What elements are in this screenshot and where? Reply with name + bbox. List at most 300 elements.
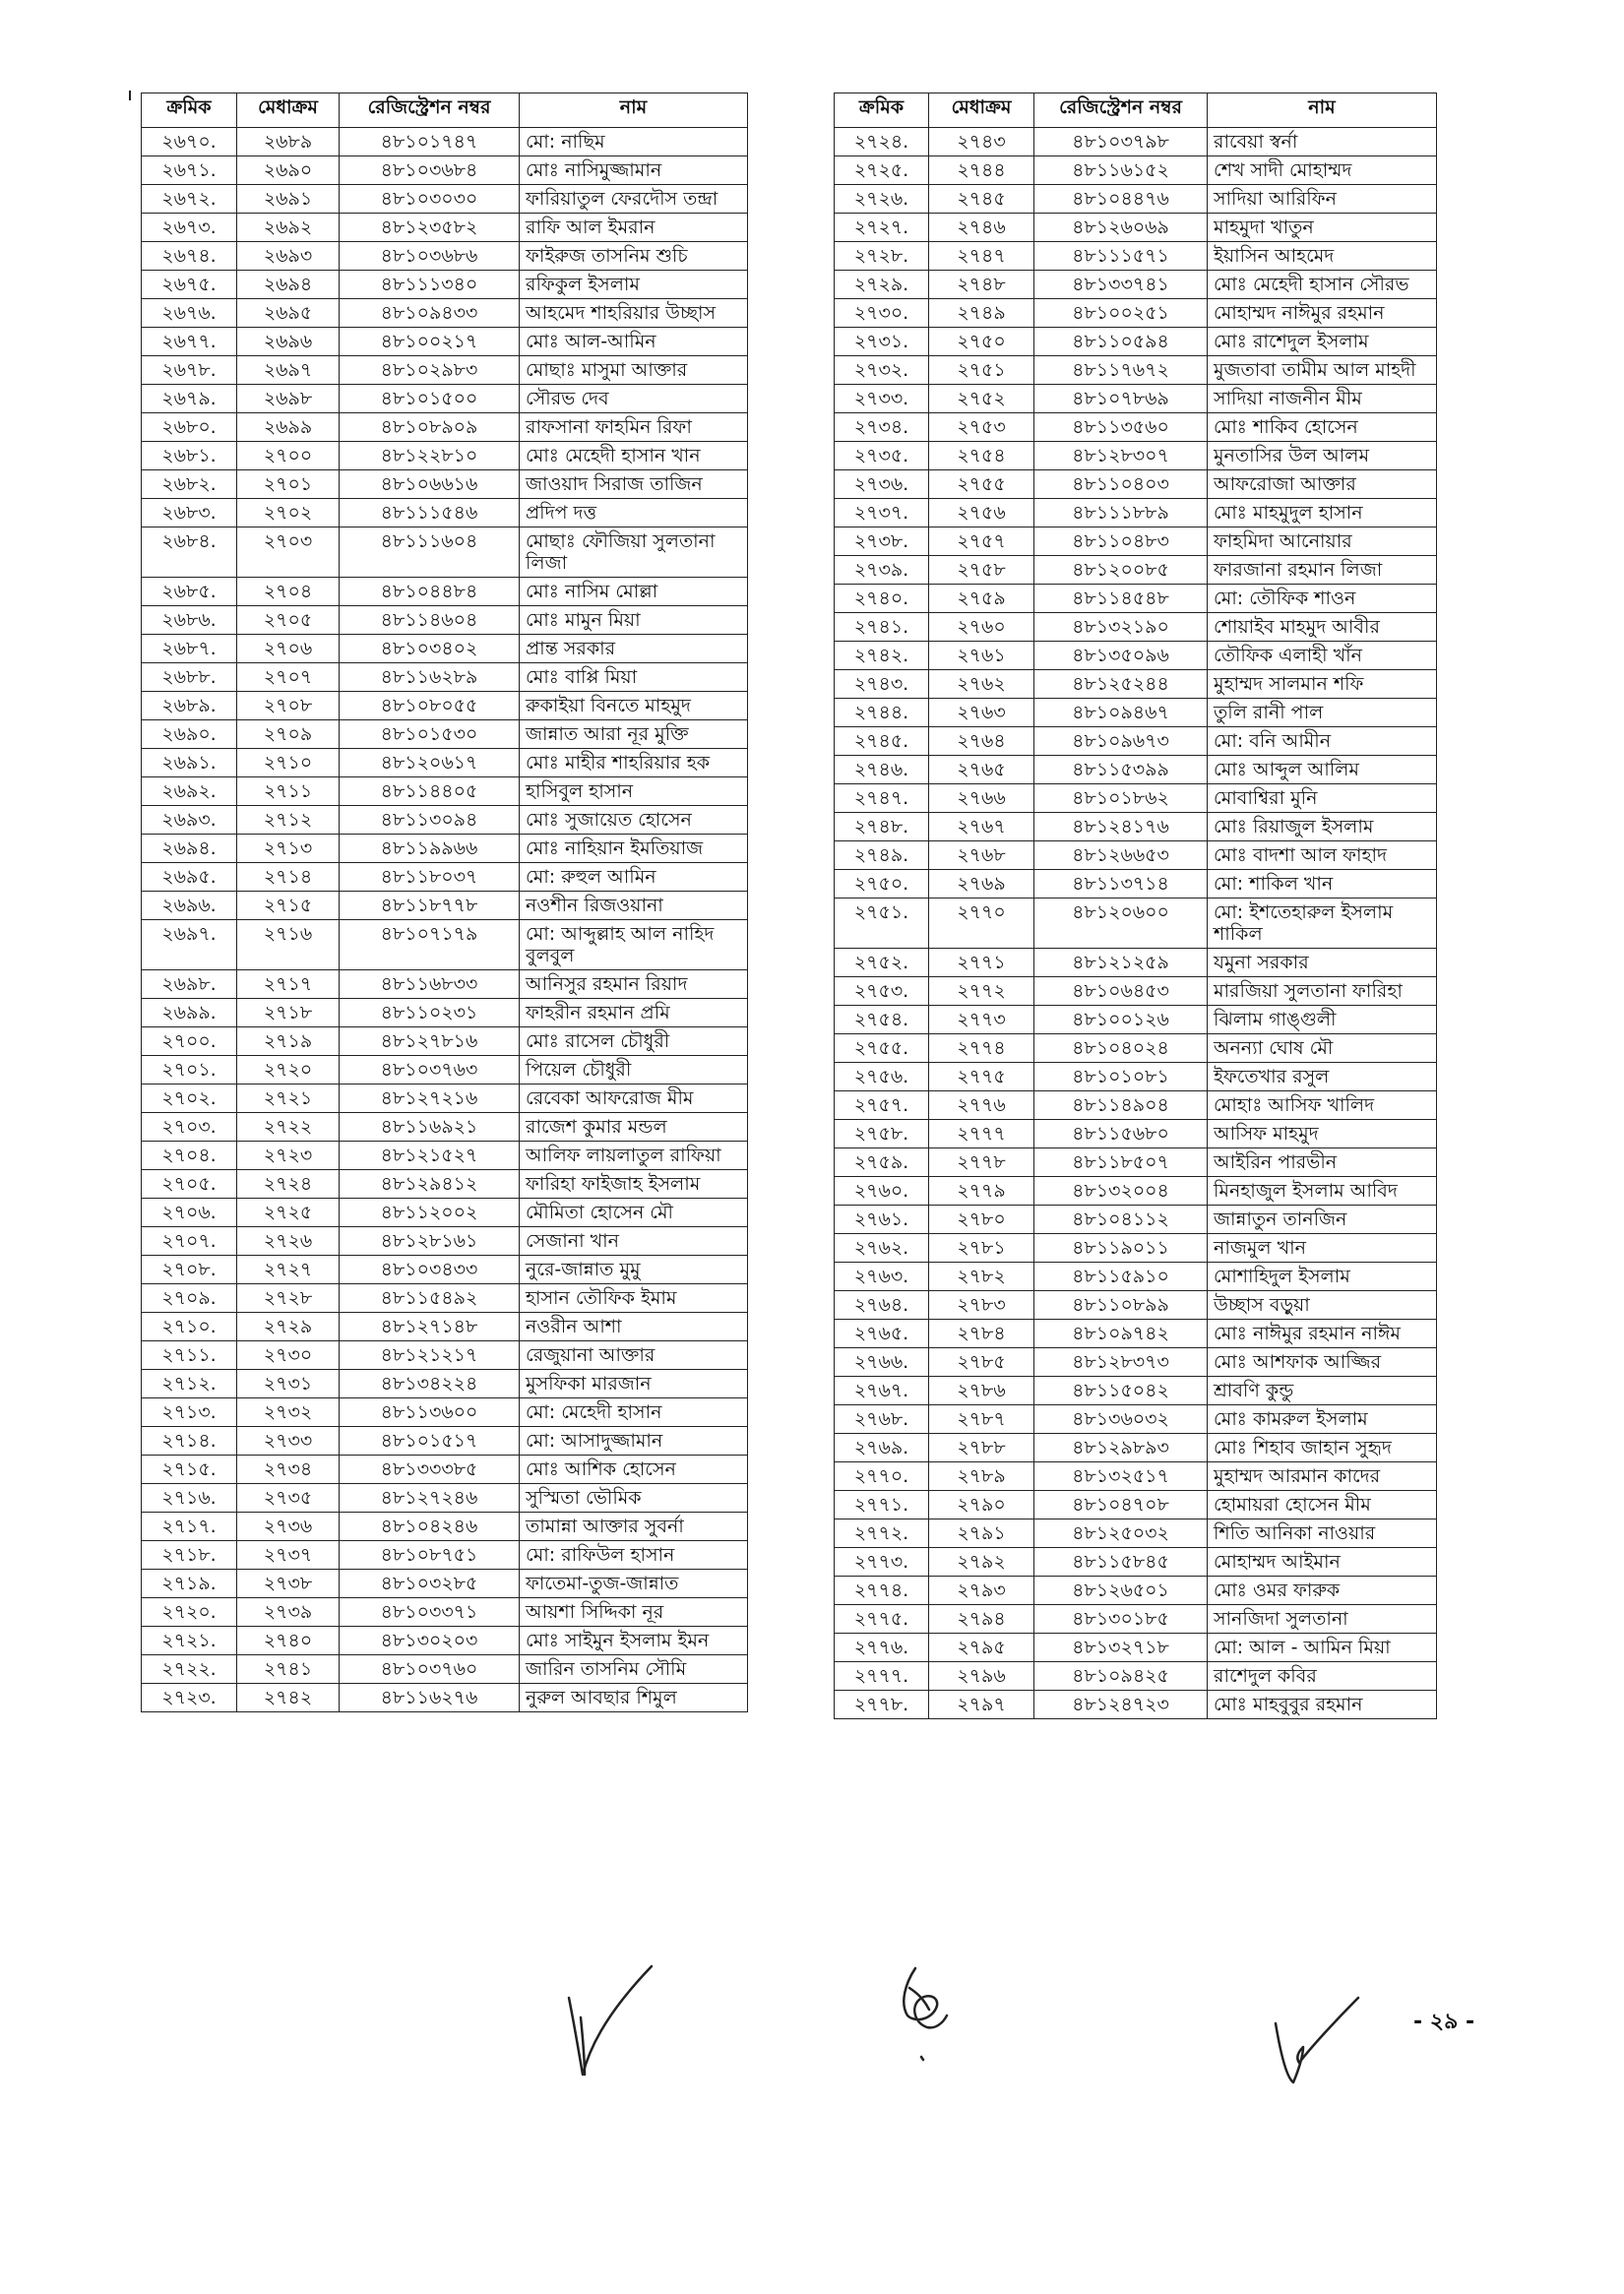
registration-number-cell: ৪৮১১৬৮৩৩ (340, 970, 520, 999)
registration-number-cell: ৪৮১১৮৫০৭ (1034, 1148, 1208, 1177)
name-cell: হোমায়রা হোসেন মীম (1208, 1491, 1437, 1519)
merit-rank-cell: ২৭১৯ (237, 1027, 340, 1056)
serial-cell: ২৭২৮. (835, 242, 929, 271)
name-cell: নুরুল আবছার শিমুল (520, 1684, 748, 1712)
serial-cell: ২৬৮২. (142, 470, 237, 499)
name-cell: মোঃ নাসিম মোল্লা (520, 578, 748, 606)
serial-cell: ২৭৫১. (835, 899, 929, 949)
merit-rank-cell: ২৭৯৬ (929, 1662, 1034, 1691)
registration-number-cell: ৪৮১১০৪০৩ (1034, 470, 1208, 499)
serial-cell: ২৭২৬. (835, 185, 929, 214)
table-row (835, 1605, 1437, 1634)
page-number: - ২৯ - (1413, 2010, 1475, 2034)
serial-cell: ২৭৬৮. (835, 1405, 929, 1434)
serial-cell: ২৭৭০. (835, 1462, 929, 1491)
serial-cell: ২৬৮৬. (142, 606, 237, 635)
serial-cell: ২৭৩০. (835, 299, 929, 328)
serial-cell: ২৭৪৩. (835, 670, 929, 699)
merit-rank-cell: ২৭৩০ (237, 1341, 340, 1370)
name-cell: শ্রাবণি কুন্ডু (1208, 1377, 1437, 1405)
registration-number-cell: ৪৮১১০৮৯৯ (1034, 1291, 1208, 1320)
serial-cell: ২৭৩৫. (835, 442, 929, 470)
registration-number-cell: ৪৮১১২০০২ (340, 1199, 520, 1227)
serial-cell: ২৬৮৮. (142, 663, 237, 692)
table-row (835, 1491, 1437, 1519)
name-cell: মুজতাবা তামীম আল মাহদী (1208, 356, 1437, 385)
table-row (835, 1234, 1437, 1263)
name-cell: ফারজানা রহমান লিজা (1208, 556, 1437, 585)
serial-cell: ২৭৪৮. (835, 813, 929, 841)
merit-rank-cell: ২৭৮৫ (929, 1348, 1034, 1377)
registration-number-cell: ৪৮১২৬০৬৯ (1034, 214, 1208, 242)
name-cell: মোহাম্মদ আইমান (1208, 1548, 1437, 1577)
registration-number-cell: ৪৮১২০০৮৫ (1034, 556, 1208, 585)
serial-cell: ২৬৮৯. (142, 692, 237, 720)
name-cell: রাজেশ কুমার মন্ডল (520, 1113, 748, 1142)
name-cell: মিনহাজুল ইসলাম আবিদ (1208, 1177, 1437, 1206)
table-body-right (835, 128, 1437, 1719)
serial-cell: ২৭৩৬. (835, 470, 929, 499)
registration-number-cell: ৪৮১১৫৯১০ (1034, 1263, 1208, 1291)
merit-rank-cell: ২৭৬৯ (929, 870, 1034, 899)
merit-rank-cell: ২৭৬৭ (929, 813, 1034, 841)
serial-cell: ২৬৯৫. (142, 863, 237, 892)
registration-number-cell: ৪৮১০৯৭৪২ (1034, 1320, 1208, 1348)
registration-number-cell: ৪৮১২৬৫০১ (1034, 1577, 1208, 1605)
name-cell: মোঃ বাপ্পি মিয়া (520, 663, 748, 692)
serial-cell: ২৬৯৪. (142, 835, 237, 863)
name-cell: প্রান্ত সরকার (520, 635, 748, 663)
merit-rank-cell: ২৭৯৪ (929, 1605, 1034, 1634)
table-row (835, 1291, 1437, 1320)
table-row (142, 1199, 748, 1227)
serial-cell: ২৭৫২. (835, 949, 929, 977)
serial-cell: ২৭৬২. (835, 1234, 929, 1263)
merit-rank-cell: ২৭০৪ (237, 578, 340, 606)
merit-rank-cell: ২৭৭০ (929, 899, 1034, 949)
merit-rank-cell: ২৭৯০ (929, 1491, 1034, 1519)
registration-number-cell: ৪৮১১৫০৪২ (1034, 1377, 1208, 1405)
name-cell: সুস্মিতা ভৌমিক (520, 1484, 748, 1513)
name-cell: মোঃ মামুন মিয়া (520, 606, 748, 635)
header-merit: মেধাক্রম (929, 93, 1034, 128)
merit-rank-cell: ২৭৪৯ (929, 299, 1034, 328)
table-row (835, 870, 1437, 899)
name-cell: মোঃ মাহবুবুর রহমান (1208, 1691, 1437, 1719)
registration-number-cell: ৪৮১০৭৮৬৯ (1034, 385, 1208, 413)
serial-cell: ২৬৮৫. (142, 578, 237, 606)
serial-cell: ২৬৯৬. (142, 892, 237, 920)
merit-rank-cell: ২৬৯৭ (237, 356, 340, 385)
merit-rank-cell: ২৭১০ (237, 749, 340, 777)
table-row (835, 1634, 1437, 1662)
merit-rank-cell: ২৭৪৬ (929, 214, 1034, 242)
name-cell: নওশীন রিজওয়ানা (520, 892, 748, 920)
serial-cell: ২৭৫০. (835, 870, 929, 899)
registration-number-cell: ৪৮১১৫৬৮০ (1034, 1120, 1208, 1148)
table-row (835, 442, 1437, 470)
table-row (835, 156, 1437, 185)
name-cell: মো: শাকিল খান (1208, 870, 1437, 899)
merit-rank-cell: ২৭২১ (237, 1085, 340, 1113)
serial-cell: ২৬৯০. (142, 720, 237, 749)
table-row (835, 470, 1437, 499)
registration-number-cell: ৪৮১০৩৭৬৩ (340, 1056, 520, 1085)
serial-cell: ২৭১০. (142, 1313, 237, 1341)
serial-cell: ২৭৩৩. (835, 385, 929, 413)
registration-number-cell: ৪৮১৩৩৩৮৫ (340, 1456, 520, 1484)
name-cell: মুহাম্মদ আরমান কাদের (1208, 1462, 1437, 1491)
merit-rank-cell: ২৬৯৮ (237, 385, 340, 413)
serial-cell: ২৭৪৬. (835, 756, 929, 784)
registration-number-cell: ৪৮১০৪০২৪ (1034, 1034, 1208, 1063)
name-cell: ফাইরুজ তাসনিম শুচি (520, 242, 748, 271)
table-row (142, 835, 748, 863)
serial-cell: ২৭৪৭. (835, 784, 929, 813)
registration-number-cell: ৪৮১২৭২৪৬ (340, 1484, 520, 1513)
registration-number-cell: ৪৮১০১৫১৭ (340, 1427, 520, 1456)
name-cell: জান্নাতুন তানজিন (1208, 1206, 1437, 1234)
table-header-row (142, 93, 748, 128)
serial-cell: ২৭৫৭. (835, 1091, 929, 1120)
registration-number-cell: ৪৮১১৪৯০৪ (1034, 1091, 1208, 1120)
merit-rank-cell: ২৭০০ (237, 442, 340, 470)
merit-rank-cell: ২৭০৫ (237, 606, 340, 635)
name-cell: মো: মেহেদী হাসান (520, 1398, 748, 1427)
table-row (142, 185, 748, 214)
registration-number-cell: ৪৮১১৫৩৯৯ (1034, 756, 1208, 784)
name-cell: রাফসানা ফাহমিন রিফা (520, 413, 748, 442)
table-row (835, 1320, 1437, 1348)
registration-number-cell: ৪৮১০৮৭৫১ (340, 1541, 520, 1570)
name-cell: মৌমিতা হোসেন মৌ (520, 1199, 748, 1227)
merit-rank-cell: ২৭২৭ (237, 1256, 340, 1284)
name-cell: আহমেদ শাহরিয়ার উচ্ছাস (520, 299, 748, 328)
merit-rank-cell: ২৭৮১ (929, 1234, 1034, 1263)
merit-rank-cell: ২৭৯৭ (929, 1691, 1034, 1719)
merit-rank-cell: ২৭০২ (237, 499, 340, 527)
table-row (835, 385, 1437, 413)
header-serial: ক্রমিক (835, 93, 929, 128)
name-cell: মো: বনি আমীন (1208, 727, 1437, 756)
merit-rank-cell: ২৭৩২ (237, 1398, 340, 1427)
serial-cell: ২৭২২. (142, 1655, 237, 1684)
signature-mark-3 (1260, 1988, 1368, 2096)
serial-cell: ২৭১৬. (142, 1484, 237, 1513)
table-body-left (142, 128, 748, 1712)
serial-cell: ২৭২৩. (142, 1684, 237, 1712)
registration-number-cell: ৪৮১২৩৫৮২ (340, 214, 520, 242)
table-row (142, 720, 748, 749)
signature-mark-2 (876, 1958, 965, 2067)
table-row (835, 1091, 1437, 1120)
name-cell: মো: আল - আমিন মিয়া (1208, 1634, 1437, 1662)
table-row (835, 1206, 1437, 1234)
registration-number-cell: ৪৮১১৮০৩৭ (340, 863, 520, 892)
registration-number-cell: ৪৮১০৩৬৮৪ (340, 156, 520, 185)
registration-number-cell: ৪৮১০৪১১২ (1034, 1206, 1208, 1234)
registration-number-cell: ৪৮১০৮০৫৫ (340, 692, 520, 720)
table-row (142, 692, 748, 720)
table-row (142, 499, 748, 527)
name-cell: মোঃ শাকিব হোসেন (1208, 413, 1437, 442)
name-cell: মোঃ নাঈমুর রহমান নাঈম (1208, 1320, 1437, 1348)
name-cell: রাশেদুল কবির (1208, 1662, 1437, 1691)
serial-cell: ২৭৩১. (835, 328, 929, 356)
name-cell: মোঃ রাসেল চৌধুরী (520, 1027, 748, 1056)
header-name: নাম (520, 93, 748, 128)
table-row (835, 949, 1437, 977)
table-row (835, 214, 1437, 242)
merit-rank-cell: ২৭৭৪ (929, 1034, 1034, 1063)
name-cell: সানজিদা সুলতানা (1208, 1605, 1437, 1634)
name-cell: মোঃ মাহমুদুল হাসান (1208, 499, 1437, 527)
registration-number-cell: ৪৮১২৫২৪৪ (1034, 670, 1208, 699)
serial-cell: ২৭০৭. (142, 1227, 237, 1256)
name-cell: মোঃ মেহেদী হাসান খান (520, 442, 748, 470)
name-cell: মুনতাসির উল আলম (1208, 442, 1437, 470)
registration-number-cell: ৪৮১০০১২৬ (1034, 1006, 1208, 1034)
serial-cell: ২৭৫৯. (835, 1148, 929, 1177)
name-cell: মোশাহিদুল ইসলাম (1208, 1263, 1437, 1291)
registration-number-cell: ৪৮১১০৫৯৪ (1034, 328, 1208, 356)
merit-rank-cell: ২৭৪৩ (929, 128, 1034, 156)
table-row (142, 470, 748, 499)
table-row (142, 1598, 748, 1627)
name-cell: রাবেয়া স্বর্না (1208, 128, 1437, 156)
header-registration: রেজিস্ট্রেশন নম্বর (340, 93, 520, 128)
table-row (835, 841, 1437, 870)
merit-rank-cell: ২৭২২ (237, 1113, 340, 1142)
name-cell: মোঃ নাসিমুজ্জামান (520, 156, 748, 185)
registration-number-cell: ৪৮১১৩৭১৪ (1034, 870, 1208, 899)
serial-cell: ২৭৪৯. (835, 841, 929, 870)
registration-number-cell: ৪৮১০৯৪২৫ (1034, 1662, 1208, 1691)
table-row (142, 806, 748, 835)
registration-number-cell: ৪৮১২২৮১০ (340, 442, 520, 470)
merit-rank-cell: ২৭৭৫ (929, 1063, 1034, 1091)
name-cell: মুসফিকা মারজান (520, 1370, 748, 1398)
name-cell: মো: আসাদুজ্জামান (520, 1427, 748, 1456)
name-cell: মো: আব্দুল্লাহ আল নাহিদ বুলবুল (520, 920, 748, 970)
serial-cell: ২৬৯১. (142, 749, 237, 777)
registration-number-cell: ৪৮১২০৬১৭ (340, 749, 520, 777)
merit-rank-cell: ২৭৬২ (929, 670, 1034, 699)
merit-rank-cell: ২৭৮৩ (929, 1291, 1034, 1320)
name-cell: শোয়াইব মাহমুদ আবীর (1208, 613, 1437, 642)
serial-cell: ২৭১৪. (142, 1427, 237, 1456)
table-row (835, 128, 1437, 156)
merit-rank-cell: ২৭১১ (237, 777, 340, 806)
serial-cell: ২৬৭২. (142, 185, 237, 214)
table-row (142, 578, 748, 606)
table-row (835, 499, 1437, 527)
serial-cell: ২৭১৮. (142, 1541, 237, 1570)
registration-number-cell: ৪৮১২৯৪১২ (340, 1170, 520, 1199)
table-row (142, 863, 748, 892)
merit-rank-cell: ২৭৭২ (929, 977, 1034, 1006)
table-row (835, 756, 1437, 784)
serial-cell: ২৭২৯. (835, 271, 929, 299)
merit-rank-cell: ২৭৮৬ (929, 1377, 1034, 1405)
table-row (142, 1085, 748, 1113)
registration-number-cell: ৪৮১২৮১৬১ (340, 1227, 520, 1256)
name-cell: রাফি আল ইমরান (520, 214, 748, 242)
serial-cell: ২৭৪১. (835, 613, 929, 642)
table-row (835, 642, 1437, 670)
merit-rank-cell: ২৭৮৯ (929, 1462, 1034, 1491)
registration-number-cell: ৪৮১১৬১৫২ (1034, 156, 1208, 185)
name-cell: রফিকুল ইসলাম (520, 271, 748, 299)
name-cell: শেখ সাদী মোহাম্মদ (1208, 156, 1437, 185)
table-row (835, 299, 1437, 328)
table-row (835, 699, 1437, 727)
name-cell: মোঃ আব্দুল আলিম (1208, 756, 1437, 784)
merit-rank-cell: ২৭৪০ (237, 1627, 340, 1655)
table-row (142, 1684, 748, 1712)
name-cell: আলিফ লায়লাতুল রাফিয়া (520, 1142, 748, 1170)
registration-number-cell: ৪৮১০৩৪৩৩ (340, 1256, 520, 1284)
serial-cell: ২৭৫৬. (835, 1063, 929, 1091)
name-cell: মোছাঃ ফৌজিয়া সুলতানা লিজা (520, 527, 748, 578)
table-row (835, 1577, 1437, 1605)
serial-cell: ২৭২০. (142, 1598, 237, 1627)
merit-rank-cell: ২৭৬১ (929, 642, 1034, 670)
name-cell: সেজানা খান (520, 1227, 748, 1256)
table-row (835, 556, 1437, 585)
serial-cell: ২৬৮০. (142, 413, 237, 442)
registration-number-cell: ৪৮১০৩৭৬০ (340, 1655, 520, 1684)
name-cell: মোহাঃ আসিফ খালিদ (1208, 1091, 1437, 1120)
table-row (835, 1405, 1437, 1434)
registration-number-cell: ৪৮১২৯৮৯৩ (1034, 1434, 1208, 1462)
registration-number-cell: ৪৮১১৫৮৪৫ (1034, 1548, 1208, 1577)
registration-number-cell: ৪৮১০৮৯০৯ (340, 413, 520, 442)
serial-cell: ২৭৫৮. (835, 1120, 929, 1148)
name-cell: রুকাইয়া বিনতে মাহমুদ (520, 692, 748, 720)
registration-number-cell: ৪৮১১০২৩১ (340, 999, 520, 1027)
table-row (835, 356, 1437, 385)
table-row (142, 777, 748, 806)
registration-number-cell: ৪৮১১১৫৪৬ (340, 499, 520, 527)
table-row (142, 1370, 748, 1398)
registration-number-cell: ৪৮১০৬৬১৬ (340, 470, 520, 499)
name-cell: মোঃ সুজায়েত হোসেন (520, 806, 748, 835)
registration-number-cell: ৪৮১৩০২০৩ (340, 1627, 520, 1655)
registration-number-cell: ৪৮১১৮৭৭৮ (340, 892, 520, 920)
merit-rank-cell: ২৭৪৪ (929, 156, 1034, 185)
serial-cell: ২৬৮১. (142, 442, 237, 470)
registration-number-cell: ৪৮১০৩২৮৫ (340, 1570, 520, 1598)
registration-number-cell: ৪৮১১১৬০৪ (340, 527, 520, 578)
serial-cell: ২৬৮৭. (142, 635, 237, 663)
merit-rank-cell: ২৭১৪ (237, 863, 340, 892)
registration-number-cell: ৪৮১১৪৬০৪ (340, 606, 520, 635)
merit-rank-cell: ২৭৩৭ (237, 1541, 340, 1570)
registration-number-cell: ৪৮১০১৭৪৭ (340, 128, 520, 156)
table-row (835, 1662, 1437, 1691)
registration-number-cell: ৪৮১০৯৬৭৩ (1034, 727, 1208, 756)
name-cell: নওরীন আশা (520, 1313, 748, 1341)
name-cell: আসিফ মাহমুদ (1208, 1120, 1437, 1148)
serial-cell: ২৭১৩. (142, 1398, 237, 1427)
merit-rank-cell: ২৭৭৬ (929, 1091, 1034, 1120)
table-row (142, 1513, 748, 1541)
registration-number-cell: ৪৮১১৪৫৪৮ (1034, 585, 1208, 613)
signature-mark-1 (561, 1958, 669, 2086)
name-cell: মো: তৌফিক শাওন (1208, 585, 1437, 613)
name-cell: তুলি রানী পাল (1208, 699, 1437, 727)
table-row (142, 156, 748, 185)
table-row (142, 271, 748, 299)
name-cell: মো: ইশতেহারুল ইসলাম শাকিল (1208, 899, 1437, 949)
name-cell: মোঃ সাইমুন ইসলাম ইমন (520, 1627, 748, 1655)
serial-cell: ২৭৩৪. (835, 413, 929, 442)
merit-rank-cell: ২৭৭৮ (929, 1148, 1034, 1177)
merit-rank-cell: ২৭২৫ (237, 1199, 340, 1227)
registration-number-cell: ৪৮১১৩৫৬০ (1034, 413, 1208, 442)
serial-cell: ২৭৬০. (835, 1177, 929, 1206)
merit-rank-cell: ২৭৫৮ (929, 556, 1034, 585)
table-row (142, 1627, 748, 1655)
registration-number-cell: ৪৮১০৪৪৮৪ (340, 578, 520, 606)
registration-number-cell: ৪৮১০৩৬৮৬ (340, 242, 520, 271)
serial-cell: ২৬৭০. (142, 128, 237, 156)
registration-number-cell: ৪৮১২৭২১৬ (340, 1085, 520, 1113)
registration-number-cell: ৪৮১০২৯৮৩ (340, 356, 520, 385)
name-cell: রেজুয়ানা আক্তার (520, 1341, 748, 1370)
registration-number-cell: ৪৮১০১৫০০ (340, 385, 520, 413)
name-cell: ইফতেখার রসুল (1208, 1063, 1437, 1091)
merit-rank-cell: ২৭৩১ (237, 1370, 340, 1398)
name-cell: নাজমুল খান (1208, 1234, 1437, 1263)
merit-rank-cell: ২৭১৩ (237, 835, 340, 863)
name-cell: হাসান তৌফিক ইমাম (520, 1284, 748, 1313)
name-cell: মোঃ শিহাব জাহান সুহৃদ (1208, 1434, 1437, 1462)
merit-rank-cell: ২৭১২ (237, 806, 340, 835)
name-cell: মোঃ আল-আমিন (520, 328, 748, 356)
merit-rank-cell: ২৭৩৬ (237, 1513, 340, 1541)
table-row (142, 242, 748, 271)
registration-number-cell: ৪৮১২০৬০০ (1034, 899, 1208, 949)
merit-rank-cell: ২৬৯১ (237, 185, 340, 214)
registration-number-cell: ৪৮১১৯০১১ (1034, 1234, 1208, 1263)
registration-number-cell: ৪৮১১৩০৯৪ (340, 806, 520, 835)
merit-list-table-right (834, 93, 1437, 1719)
name-cell: মো: নাছিম (520, 128, 748, 156)
merit-rank-cell: ২৬৯৬ (237, 328, 340, 356)
merit-rank-cell: ২৭১৫ (237, 892, 340, 920)
table-row (142, 1256, 748, 1284)
table-row (835, 727, 1437, 756)
merit-rank-cell: ২৭৫০ (929, 328, 1034, 356)
merit-rank-cell: ২৭৮২ (929, 1263, 1034, 1291)
header-name: নাম (1208, 93, 1437, 128)
table-row (142, 663, 748, 692)
merit-rank-cell: ২৭৩৩ (237, 1427, 340, 1456)
merit-rank-cell: ২৭৫৫ (929, 470, 1034, 499)
name-cell: সৌরভ দেব (520, 385, 748, 413)
merit-rank-cell: ২৬৮৯ (237, 128, 340, 156)
name-cell: মোঃ কামরুল ইসলাম (1208, 1405, 1437, 1434)
table-row (142, 1570, 748, 1598)
serial-cell: ২৭৫৫. (835, 1034, 929, 1063)
table-row (142, 385, 748, 413)
serial-cell: ২৭৩৭. (835, 499, 929, 527)
merit-rank-cell: ২৭৩৯ (237, 1598, 340, 1627)
serial-cell: ২৬৯৭. (142, 920, 237, 970)
merit-rank-cell: ২৭২৩ (237, 1142, 340, 1170)
